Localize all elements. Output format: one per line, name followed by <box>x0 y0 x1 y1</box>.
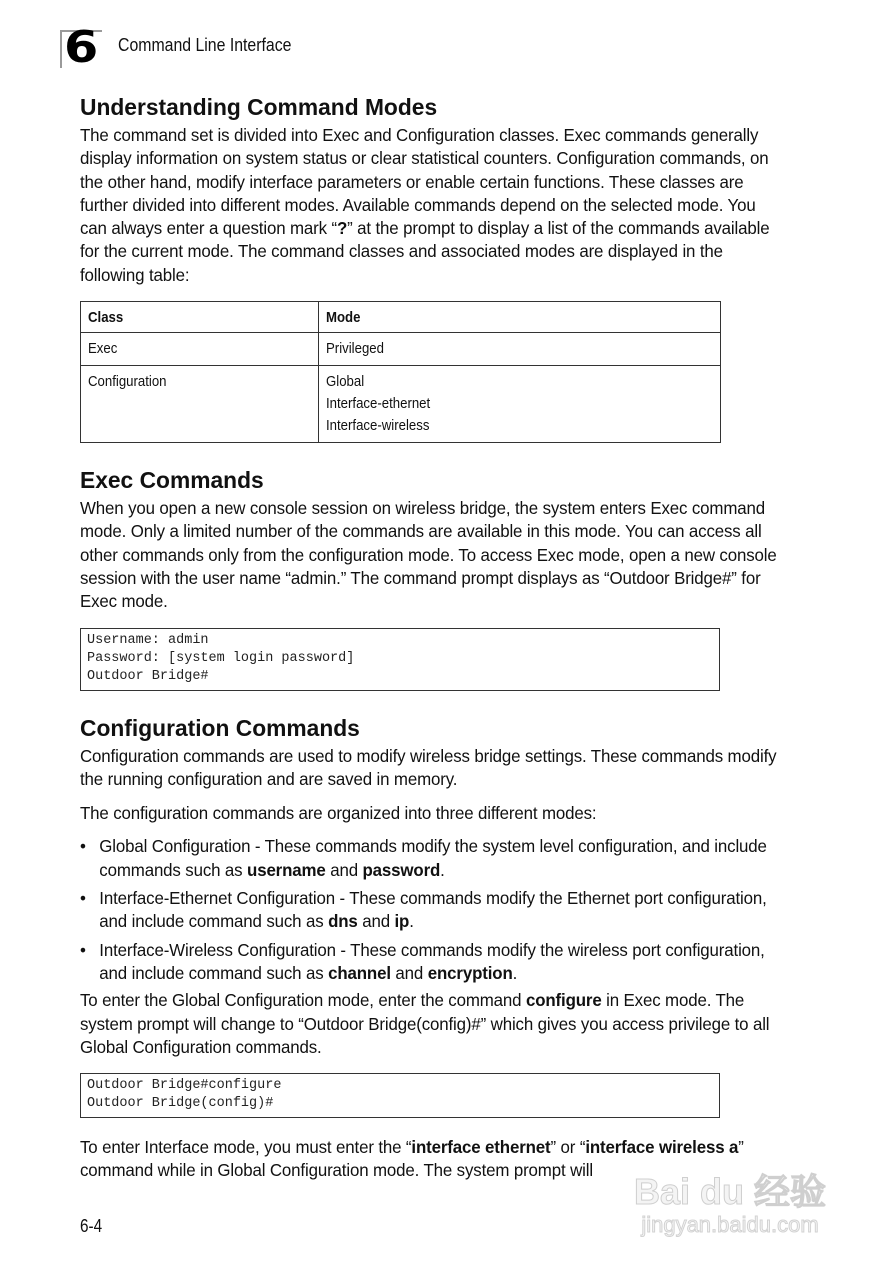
bullet-text: Global Configuration - These commands modify the system level configuration, and include commands such as <box>99 836 767 880</box>
class-configuration: Configuration <box>88 373 167 391</box>
watermark-url: jingyan.baidu.com <box>641 1212 819 1237</box>
bullet-text: and <box>390 962 428 983</box>
bullet-bold-command: channel <box>328 962 391 983</box>
table-cell-mode <box>319 366 721 443</box>
code-line: Password: [system login password] <box>87 650 355 666</box>
paragraph-text: ” command while in Global Configuration mode. The system prompt will <box>80 1137 744 1181</box>
command-modes-table <box>80 301 721 443</box>
table-row <box>81 366 721 443</box>
chapter-number: 6 <box>64 22 98 73</box>
header-mode-label: Mode <box>326 309 361 327</box>
mode-privileged: Privileged <box>326 340 384 358</box>
heading-configuration-commands: Configuration Commands <box>80 714 360 741</box>
bullet-bold-command: username <box>247 859 326 880</box>
bullet-text: Interface-Ethernet Configuration - These commands modify the Ethernet port configuration, and include command such as <box>99 888 767 932</box>
paragraph-text: ” or “ <box>550 1137 586 1158</box>
exec-code-block <box>80 628 720 691</box>
table-header-mode <box>319 302 721 333</box>
mode-interface-wireless: Interface-wireless <box>326 417 430 435</box>
modes-intro-text-end: ” at the prompt to display a list of the commands available for the current mode. The command classes and associated modes are displayed in the following table: <box>80 218 770 285</box>
config-code-block <box>80 1073 720 1118</box>
interface-ethernet-bold: interface ethernet <box>411 1137 551 1158</box>
watermark-logo: Bai du 经验 <box>633 1171 826 1212</box>
header-class-label: Class <box>88 309 124 327</box>
bullet-bold-command: ip <box>394 911 410 932</box>
modes-intro-paragraph <box>80 124 780 287</box>
code-line: Outdoor Bridge(config)# <box>87 1096 274 1112</box>
page-number: 6-4 <box>80 1216 103 1236</box>
baidu-watermark <box>625 1172 835 1252</box>
heading-understanding-command-modes: Understanding Command Modes <box>80 94 438 120</box>
bullet-bold-command: password <box>362 859 441 880</box>
bullet-icon: • <box>80 939 86 960</box>
bullet-icon: • <box>80 836 86 857</box>
global-config-paragraph <box>80 989 780 1059</box>
mode-interface-ethernet: Interface-ethernet <box>326 395 431 413</box>
table-header-row <box>81 302 721 333</box>
bullet-text: and <box>357 911 395 932</box>
table-cell-mode <box>319 333 721 366</box>
bullet-text: . <box>440 859 445 880</box>
class-exec: Exec <box>88 340 118 358</box>
list-item <box>80 939 780 986</box>
bullet-text: Interface-Wireless Configuration - These commands modify the wireless port configuration, and include command such as <box>99 939 765 983</box>
config-modes-list <box>80 835 780 985</box>
table-cell-class <box>81 366 319 443</box>
config-paragraph-2: The configuration commands are organized into three different modes: <box>80 803 597 824</box>
section-exec-commands <box>80 463 780 690</box>
bullet-text: and <box>325 859 363 880</box>
paragraph-text: in Exec mode. The system prompt will change to “Outdoor Bridge(config)#” which gives you access privilege to all Global Configuration commands. <box>80 990 770 1057</box>
mode-global: Global <box>326 373 365 391</box>
paragraph-text: To enter Interface mode, you must enter the “ <box>80 1137 412 1158</box>
interface-wireless-bold: interface wireless a <box>585 1137 739 1158</box>
question-mark-bold: ? <box>336 218 348 239</box>
configure-command-bold: configure <box>525 990 602 1011</box>
section-command-modes <box>80 90 780 443</box>
exec-paragraph: When you open a new console session on wireless bridge, the system enters Exec command mode. Only a limited number of the commands are available in this mode. You can access all other commands only from the configuration mode. To access Exec mode, open a new console session with the user name “admin.” The command prompt displays as “Outdoor Bridge#” for Exec mode. <box>80 498 777 612</box>
bullet-bold-command: dns <box>328 911 358 932</box>
config-paragraph-1: Configuration commands are used to modify wireless bridge settings. These commands modify the running configuration and are saved in memory. <box>80 745 777 789</box>
code-line: Outdoor Bridge#configure <box>87 1078 282 1094</box>
code-line: Username: admin <box>87 632 209 648</box>
bullet-text: . <box>409 911 414 932</box>
paragraph-text: To enter the Global Configuration mode, enter the command <box>80 990 526 1011</box>
bullet-icon: • <box>80 888 86 909</box>
table-row <box>81 333 721 366</box>
section-configuration-commands <box>80 711 780 1183</box>
list-item <box>80 835 780 882</box>
bullet-text: . <box>512 962 518 983</box>
heading-exec-commands: Exec Commands <box>80 467 264 494</box>
list-item <box>80 887 780 934</box>
table-header-class <box>81 302 319 333</box>
table-cell-class <box>81 333 319 366</box>
chapter-title: Command Line Interface <box>118 35 292 55</box>
page-content <box>80 90 780 1183</box>
code-line: Outdoor Bridge# <box>87 668 209 684</box>
modes-intro-text: The command set is divided into Exec and Configuration classes. Exec commands generally display information on system status or clear statistical counters. Configuration commands, on the other hand, modify interface parameters or enable certain functions. These classes are further divided into different modes. Available commands depend on the selected mode. You can always enter a question mark “ <box>80 125 769 239</box>
bullet-bold-command: encryption <box>427 962 513 983</box>
